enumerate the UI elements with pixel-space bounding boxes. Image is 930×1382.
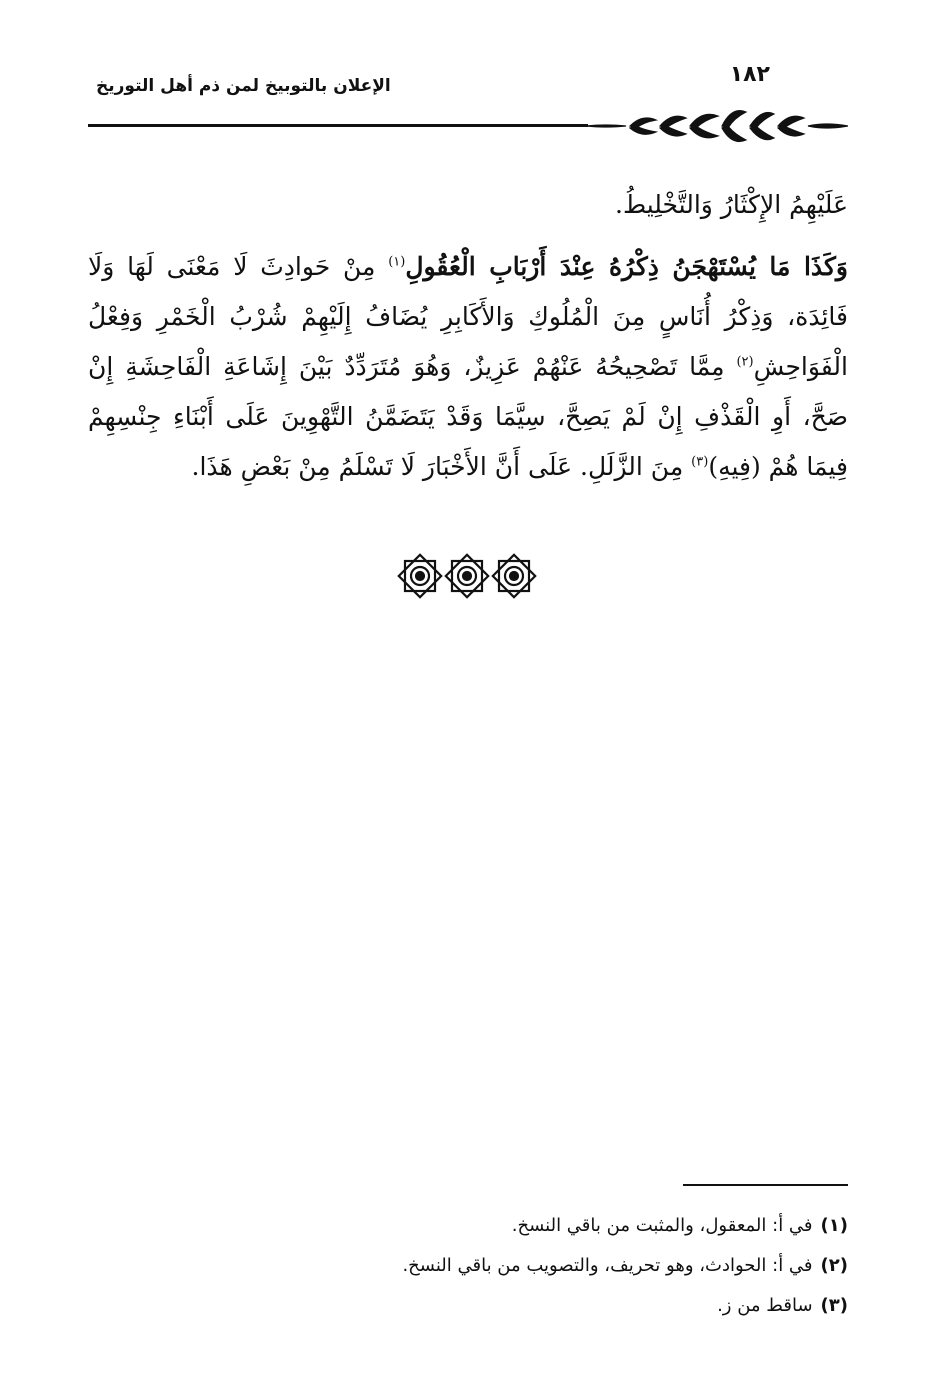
- footnote-ref: (١): [388, 254, 406, 270]
- footnote-number: (٢): [820, 1255, 848, 1276]
- paragraph: عَلَيْهِمُ الإِكْثَارُ وَالتَّخْلِيطُ.: [615, 190, 848, 219]
- footnote: [88, 1286, 848, 1326]
- footnote: [88, 1246, 848, 1286]
- header-rule: [88, 124, 588, 127]
- footnote-text: ساقط من ز.: [717, 1295, 813, 1316]
- footnote-ref: (٣): [691, 454, 709, 470]
- footnote-number: (١): [820, 1215, 848, 1236]
- section-divider-ornament-icon: [397, 552, 537, 600]
- paragraph-text: مِنْ حَوادِثَ لَا مَعْنَى لَهَا وَلَا فَائِدَة، وَذِكْرُ أُنَاسٍ مِنَ الْمُلُوكِ وَالأَكَابِرِ يُضَافُ إِلَيْهِمْ شُرْبُ الْخَمْرِ وَفِعْلُ الْفَوَاحِشِ: [88, 252, 848, 381]
- paragraph-text: مِمَّا تَصْحِيحُهُ عَنْهُمْ عَزِيزٌ، وَهُوَ مُتَرَدِّدٌ بَيْنَ إِشَاعَةِ الْفَاحِشَةِ إِنْ صَحَّ، أَوِ الْقَذْفِ إِنْ لَمْ يَصِحَّ، سِيَّمَا وَقَدْ يَتَضَمَّنُ التَّهْوِينَ عَلَى أَبْنَاءِ جِنْسِهِمْ فِيمَا هُمْ (فِيهِ): [88, 352, 848, 481]
- page-number: ١٨٢: [729, 62, 770, 87]
- paragraph: [88, 242, 848, 492]
- footnote-separator: [683, 1184, 848, 1186]
- footnotes: [88, 1206, 848, 1326]
- paragraph-lead: وَكَذَا مَا يُسْتَهْجَنُ ذِكْرُهُ عِنْدَ أَرْبَابِ الْعُقُولِ: [405, 252, 848, 281]
- footnote-ref: (٢): [736, 354, 754, 370]
- main-text: [88, 180, 848, 492]
- paragraph-text: مِنَ الزَّلَلِ. عَلَى أَنَّ الأَخْبَارَ لَا تَسْلَمُ مِنْ بَعْضِ هَذَا.: [191, 452, 692, 481]
- footnote-text: في أ: المعقول، والمثبت من باقي النسخ.: [511, 1215, 813, 1236]
- running-title: الإعلان بالتوبيخ لمن ذم أهل التوريخ: [96, 76, 391, 96]
- floral-ornament-icon: [586, 102, 848, 148]
- footnote-text: في أ: الحوادث، وهو تحريف، والتصويب من باقي النسخ.: [402, 1255, 813, 1276]
- footnote: [88, 1206, 848, 1246]
- footnote-number: (٣): [820, 1295, 848, 1316]
- page-header: [88, 58, 848, 148]
